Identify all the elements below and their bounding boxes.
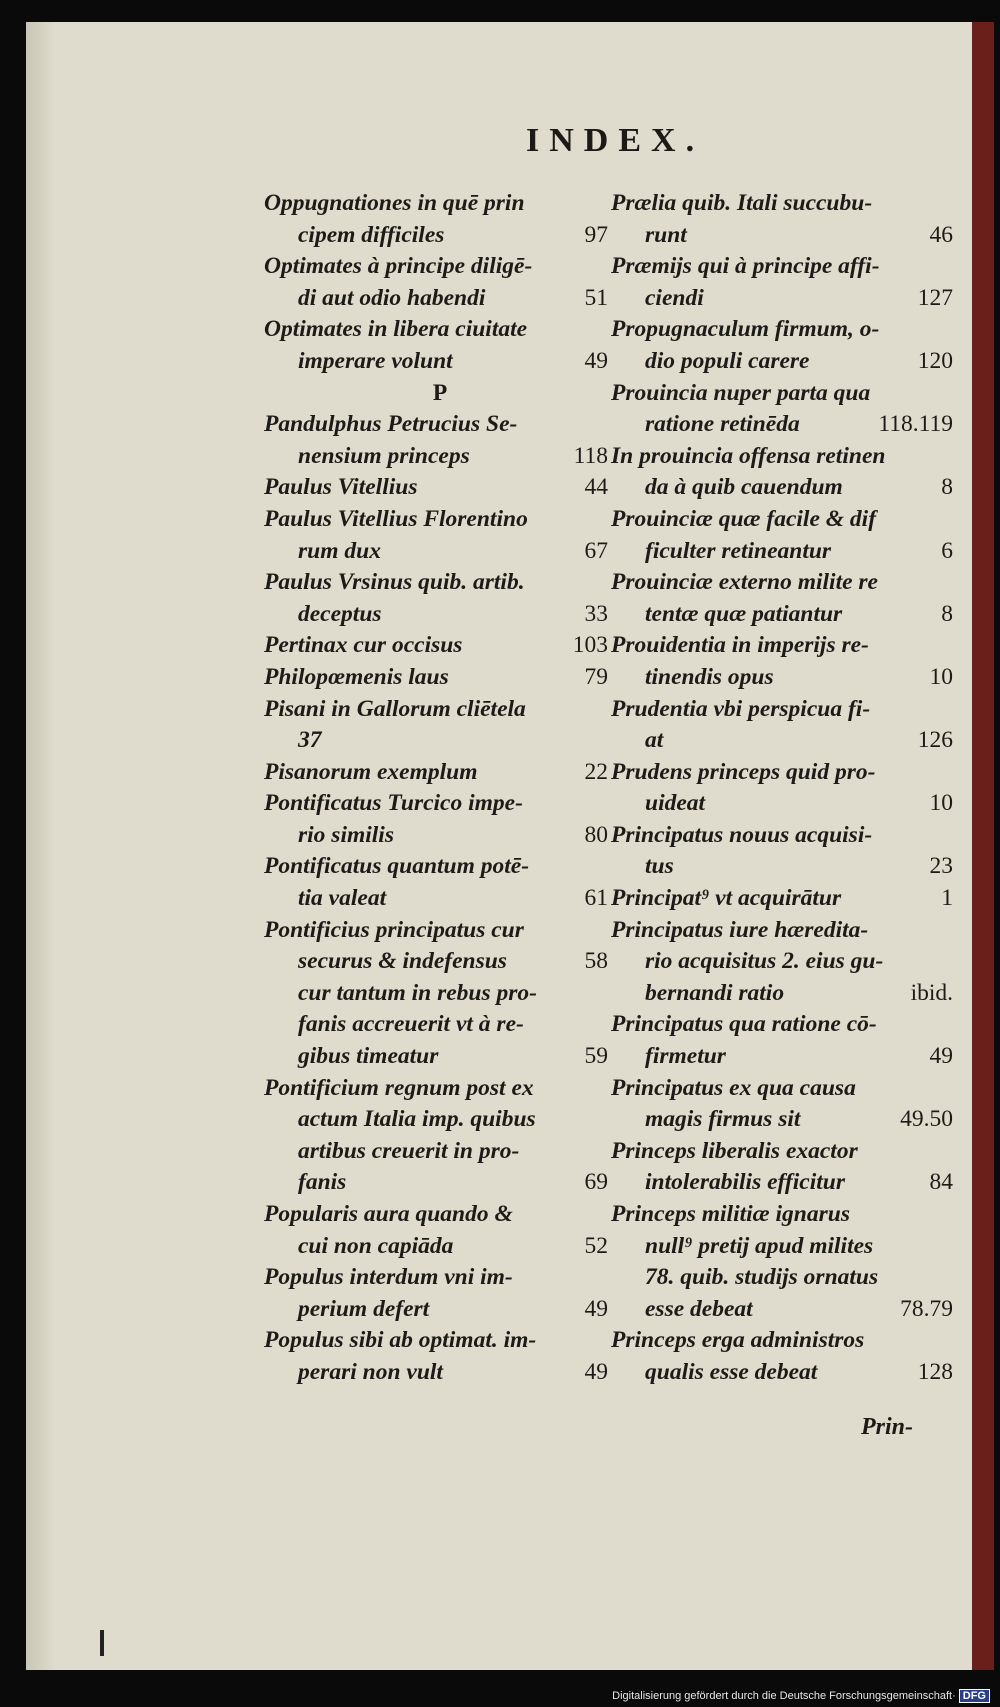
index-line [611,1073,961,1105]
index-line [264,1325,616,1357]
index-line [264,251,616,283]
index-entry-text: In prouincia offensa retinen [611,442,886,469]
index-line [611,220,961,252]
index-column-left [264,188,616,1389]
page-reference: 33 [584,600,608,627]
index-entry-text: fanis [298,1169,347,1196]
index-entry-text: ficulter retineantur [645,537,832,564]
page-reference: 61 [584,885,608,912]
page-reference: 49 [584,1358,608,1385]
page-reference: 118.119 [878,411,953,438]
index-line [611,441,961,473]
index-entry-text: deceptus [298,600,382,627]
index-line [264,1073,616,1105]
page-reference: 118 [573,442,608,469]
page-reference: 10 [929,663,953,690]
index-line [264,441,616,473]
index-entry-text: Populus interdum vni im- [264,1264,513,1291]
index-line [264,725,616,757]
page-reference: 8 [941,600,953,627]
index-entry-text: at [645,727,664,754]
page-reference: 8 [941,474,953,501]
index-entry-text: Prudens princeps quid pro- [611,758,876,785]
index-entry-text: esse debeat [645,1295,753,1322]
index-line [611,504,961,536]
index-line [264,1231,616,1263]
index-entry-text: firmetur [645,1043,726,1070]
index-line [611,1104,961,1136]
index-entry-text: da à quib cauendum [645,474,843,501]
index-line [264,409,616,441]
page-reference: 97 [584,221,608,248]
index-line [611,1325,961,1357]
index-entry-text: intolerabilis efficitur [645,1169,845,1196]
page-reference: 49 [929,1043,953,1070]
index-line [264,1167,616,1199]
page-reference: 128 [917,1358,953,1385]
page-reference: 22 [584,758,608,785]
page-reference: 78.79 [900,1295,953,1322]
index-entry-text: uideat [645,790,706,817]
index-entry-text: nensium princeps [298,442,470,469]
index-entry-text: tus [645,853,674,880]
index-entry-text: Prouidentia in imperijs re- [611,632,869,659]
index-line [611,946,961,978]
index-entry-text: P [432,379,448,406]
index-entry-text: Pontificatus Turcico impe- [264,790,523,817]
page-reference: 69 [584,1169,608,1196]
catchword: Prin- [861,1414,914,1440]
index-line [611,662,961,694]
index-entry-text: cur tantum in rebus pro- [298,979,537,1006]
page-reference: ibid. [910,979,953,1006]
index-line [611,1357,961,1389]
page-reference: 84 [929,1169,953,1196]
index-entry-text: Princeps liberalis exactor [611,1137,858,1164]
index-line [264,1136,616,1168]
index-entry-text: Populus sibi ab optimat. im- [264,1327,537,1354]
index-entry-text: Principatus iure hæredita- [611,916,869,943]
index-line [264,1041,616,1073]
index-line [264,346,616,378]
index-line [611,378,961,410]
index-entry-text: actum Italia imp. quibus [298,1106,536,1133]
index-line [611,409,961,441]
index-line [264,851,616,883]
index-line [611,851,961,883]
index-entry-text: Prælia quib. Itali succubu- [611,190,873,216]
index-entry-text: Princeps militiæ ignarus [611,1201,850,1227]
running-head: INDEX. [526,122,705,159]
footer-credit: Digitalisierung gefördert durch die Deutsche Forschungsgemeinschaft· DFG [0,1689,1000,1703]
index-line [264,220,616,252]
index-entry-text: cipem difficiles [298,221,445,248]
page-reference: 51 [584,284,608,311]
index-line [611,1262,961,1294]
index-column-right [611,188,961,1389]
index-line [611,251,961,283]
index-entry-text: Principatus nouus acquisi- [611,821,873,848]
index-entry-text: rum dux [298,537,381,564]
page-reference: 23 [929,853,953,880]
index-entry-text: Principatus ex qua causa [611,1074,856,1101]
index-line [611,599,961,631]
index-entry-text: Pertinax cur occisus [264,632,463,659]
index-entry-text: Paulus Vitellius [264,474,418,501]
index-line [611,978,961,1010]
index-line [611,725,961,757]
index-line [264,188,616,220]
index-entry-text: Principatus qua ratione cō- [611,1011,877,1038]
index-entry-text: Propugnaculum firmum, o- [611,316,880,343]
index-line [264,283,616,315]
footer-text: Digitalisierung gefördert durch die Deutsche Forschungsgemeinschaft [612,1690,953,1702]
index-line [611,788,961,820]
index-entry-text: Prouincia nuper parta qua [611,379,871,406]
book-page [26,22,994,1670]
index-entry-text: Optimates à principe diligē- [264,253,533,280]
index-line [264,883,616,915]
page-reference: 46 [929,221,953,248]
page-reference: 58 [584,948,608,975]
page-reference: 52 [584,1232,608,1259]
index-entry-text: Pisanorum exemplum [264,758,478,785]
index-entry-text: Prudentia vbi perspicua fi- [611,695,871,722]
index-entry-text: dio populi carere [645,347,810,374]
index-line [611,1199,961,1231]
index-line [611,630,961,662]
index-line [611,188,961,220]
index-line [264,314,616,346]
index-line [264,694,616,726]
index-line [264,1357,616,1389]
index-entry-text: Oppugnationes in quē prin [264,190,525,216]
index-line [264,978,616,1010]
index-line [611,1167,961,1199]
index-line [264,1104,616,1136]
page-reference: 126 [917,727,953,754]
index-line [611,472,961,504]
page-reference: 127 [917,284,953,311]
index-entry-text: Pontificium regnum post ex [264,1074,534,1101]
index-entry-text: di aut odio habendi [298,284,486,311]
page-reference: 120 [917,347,953,374]
index-line [264,820,616,852]
index-entry-text: tia valeat [298,885,387,912]
index-entry-text: Philopœmenis laus [264,663,449,690]
index-line [264,1009,616,1041]
index-entry-text: Popularis aura quando & [264,1201,513,1227]
index-line [611,1009,961,1041]
index-entry-text: Principat⁹ vt acquirātur [611,885,842,912]
page-reference: 10 [929,790,953,817]
index-entry-text: null⁹ pretij apud milites [645,1232,874,1259]
page-reference: 80 [584,821,608,848]
index-line [611,536,961,568]
index-line [264,915,616,947]
index-line [611,1231,961,1263]
index-entry-text: qualis esse debeat [645,1358,818,1385]
index-entry-text: Princeps erga administros [611,1327,865,1354]
index-entry-text: artibus creuerit in pro- [298,1137,520,1164]
index-entry-text: Prouinciæ externo milite re [611,569,878,596]
page-reference: 49 [584,1295,608,1322]
index-entry-text: perium defert [298,1295,430,1322]
binding-mark [100,1630,104,1656]
index-entry-text: Optimates in libera ciuitate [264,316,528,343]
index-line [611,757,961,789]
page-reference: 59 [584,1043,608,1070]
index-line [611,883,961,915]
page-reference: 6 [941,537,953,564]
index-line [264,504,616,536]
page-reference: 49.50 [900,1106,953,1133]
index-entry-text: runt [645,221,687,248]
section-letter [264,378,616,410]
index-entry-text: securus & indefensus [298,948,507,975]
index-line [611,1294,961,1326]
index-line [611,283,961,315]
index-line [611,694,961,726]
index-entry-text: perari non vult [298,1358,443,1385]
page-reference: 44 [584,474,608,501]
page-reference: 49 [584,347,608,374]
index-entry-text: Pisani in Gallorum cliētela [264,695,526,722]
index-line [264,536,616,568]
index-line [264,1199,616,1231]
index-entry-text: tinendis opus [645,663,774,690]
page-reference: 79 [584,663,608,690]
page-reference: 1 [941,885,953,912]
index-line [611,915,961,947]
page-reference: 103 [572,632,608,659]
index-entry-text: Pandulphus Petrucius Se- [264,411,518,438]
index-entry-text: Paulus Vrsinus quib. artib. [264,569,525,596]
index-line [611,314,961,346]
index-entry-text: Pontificatus quantum potē- [264,853,530,880]
index-entry-text: rio similis [298,821,394,848]
index-line [264,472,616,504]
index-entry-text: bernandi ratio [645,979,785,1006]
page-reference: 67 [584,537,608,564]
index-entry-text: Paulus Vitellius Florentino [264,505,528,532]
index-entry-text: magis firmus sit [645,1106,801,1133]
index-line [264,567,616,599]
index-entry-text: rio acquisitus 2. eius gu- [645,948,884,975]
index-entry-text: cui non capiāda [298,1232,454,1259]
index-line [264,599,616,631]
index-entry-text: Præmijs qui à principe affi- [611,253,880,280]
index-line [264,946,616,978]
index-line [264,662,616,694]
index-line [611,1136,961,1168]
index-entry-text: gibus timeatur [298,1043,439,1070]
index-line [264,630,616,662]
index-line [264,1294,616,1326]
index-line [611,567,961,599]
index-entry-text: imperare volunt [298,347,453,374]
index-line [264,1262,616,1294]
dfg-logo: DFG [959,1689,990,1703]
index-entry-text: 37 [298,727,322,754]
index-line [611,820,961,852]
index-line [264,757,616,789]
index-entry-text: ciendi [645,284,704,311]
index-entry-text: fanis accreuerit vt à re- [298,1011,524,1038]
index-line [264,788,616,820]
index-entry-text: Prouinciæ quæ facile & dif [611,505,877,532]
index-entry-text: Pontificius principatus cur [264,916,524,943]
index-entry-text: tentæ quæ patiantur [645,600,843,627]
index-line [611,346,961,378]
index-entry-text: ratione retinēda [645,411,800,438]
index-entry-text: 78. quib. studijs ornatus [645,1264,879,1291]
page-gutter-shadow [26,22,56,1670]
index-line [611,1041,961,1073]
